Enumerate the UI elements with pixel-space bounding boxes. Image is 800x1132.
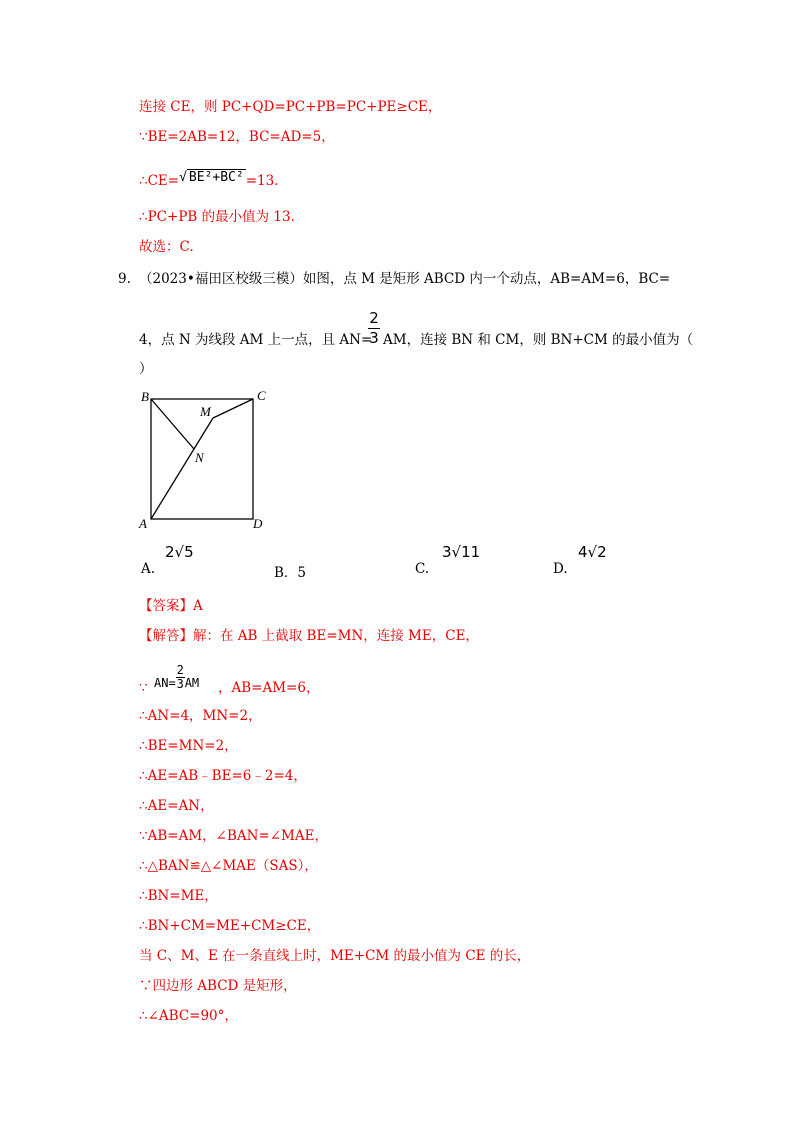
label-a: A	[139, 516, 147, 531]
question-line-2a: 4，点 N 为线段 AM 上一点，且 AN=	[139, 332, 373, 348]
choice-d-label: D.	[553, 561, 568, 577]
prev-solution-line-1: 连接 CE，则 PC+QD=PC+PB=PC+PE≥CE，	[139, 99, 442, 115]
ce-formula-prefix: ∴CE=	[139, 173, 180, 189]
answer-step-6: ∵AB=AM，∠BAN=∠MAE，	[139, 828, 328, 844]
segment-am	[151, 418, 213, 519]
sqrt-expression: √ BE²+BC²	[179, 170, 244, 185]
choice-c-value: 3√11	[442, 543, 481, 561]
choice-a-value: 2√5	[165, 543, 194, 561]
answer-step-1-prefix: ∵	[139, 680, 148, 696]
choice-b-label: B．5	[274, 565, 307, 581]
label-n: N	[195, 450, 204, 465]
answer-step-2: ∴AN=4，MN=2，	[139, 708, 262, 724]
choice-d-value: 4√2	[578, 543, 607, 561]
question-line-3: ）	[139, 361, 153, 377]
label-m: M	[200, 404, 211, 419]
answer-step-4: ∴AE=AB﹣BE=6﹣2=4，	[139, 768, 307, 784]
answer-intro: 【解答】解：在 AB 上截取 BE=MN，连接 ME，CE，	[139, 628, 479, 644]
sqrt-radicand: BE²+BC²	[188, 170, 244, 185]
ce-formula-suffix: =13.	[245, 173, 279, 189]
answer-step-7: ∴△BAN≌△∠MAE（SAS），	[139, 858, 318, 874]
segment-bn	[151, 399, 194, 449]
answer-formula-fraction	[176, 664, 185, 691]
choice-a-label: A.	[141, 561, 156, 577]
fraction-denominator: 3	[369, 329, 379, 347]
answer-step-10: 当 C、M、E 在一条直线上时，ME+CM 的最小值为 CE 的长，	[139, 948, 531, 964]
fraction-numerator: 2	[369, 309, 379, 327]
question-number: 9.	[118, 271, 131, 287]
answer-fraction-num: 2	[176, 663, 184, 677]
prev-solution-line-5: 故选：C.	[139, 239, 194, 255]
label-b: B	[141, 389, 149, 404]
prev-solution-line-4: ∴PC+PB 的最小值为 13.	[139, 209, 295, 225]
answer-formula	[154, 664, 199, 691]
answer-step-12: ∴∠ABC=90°，	[139, 1008, 238, 1024]
question-line-2b: AM，连接 BN 和 CM，则 BN+CM 的最小值为（	[383, 332, 694, 348]
question-line-1: （2023•福田区校级三模）如图，点 M 是矩形 ABCD 内一个动点，AB=AM=6，BC=	[139, 271, 671, 287]
answer-step-11: ∵四边形 ABCD 是矩形，	[139, 978, 297, 994]
answer-formula-rhs: AM	[184, 676, 200, 690]
segment-mc	[213, 399, 253, 418]
answer-step-9: ∴BN+CM=ME+CM≥CE，	[139, 918, 321, 934]
prev-solution-line-2: ∵BE=2AB=12，BC=AD=5，	[139, 129, 335, 145]
answer-step-5: ∴AE=AN，	[139, 798, 214, 814]
choice-c-label: C.	[415, 561, 430, 577]
answer-step-1-rest: ，AB=AM=6，	[218, 680, 320, 696]
answer-formula-lhs: AN=	[154, 676, 176, 690]
answer-label: 【答案】A	[139, 598, 203, 614]
answer-fraction-den: 3	[176, 677, 184, 691]
answer-step-3: ∴BE=MN=2，	[139, 738, 238, 754]
label-d: D	[253, 516, 263, 531]
answer-step-8: ∴BN=ME，	[139, 888, 218, 904]
label-c: C	[257, 388, 266, 403]
